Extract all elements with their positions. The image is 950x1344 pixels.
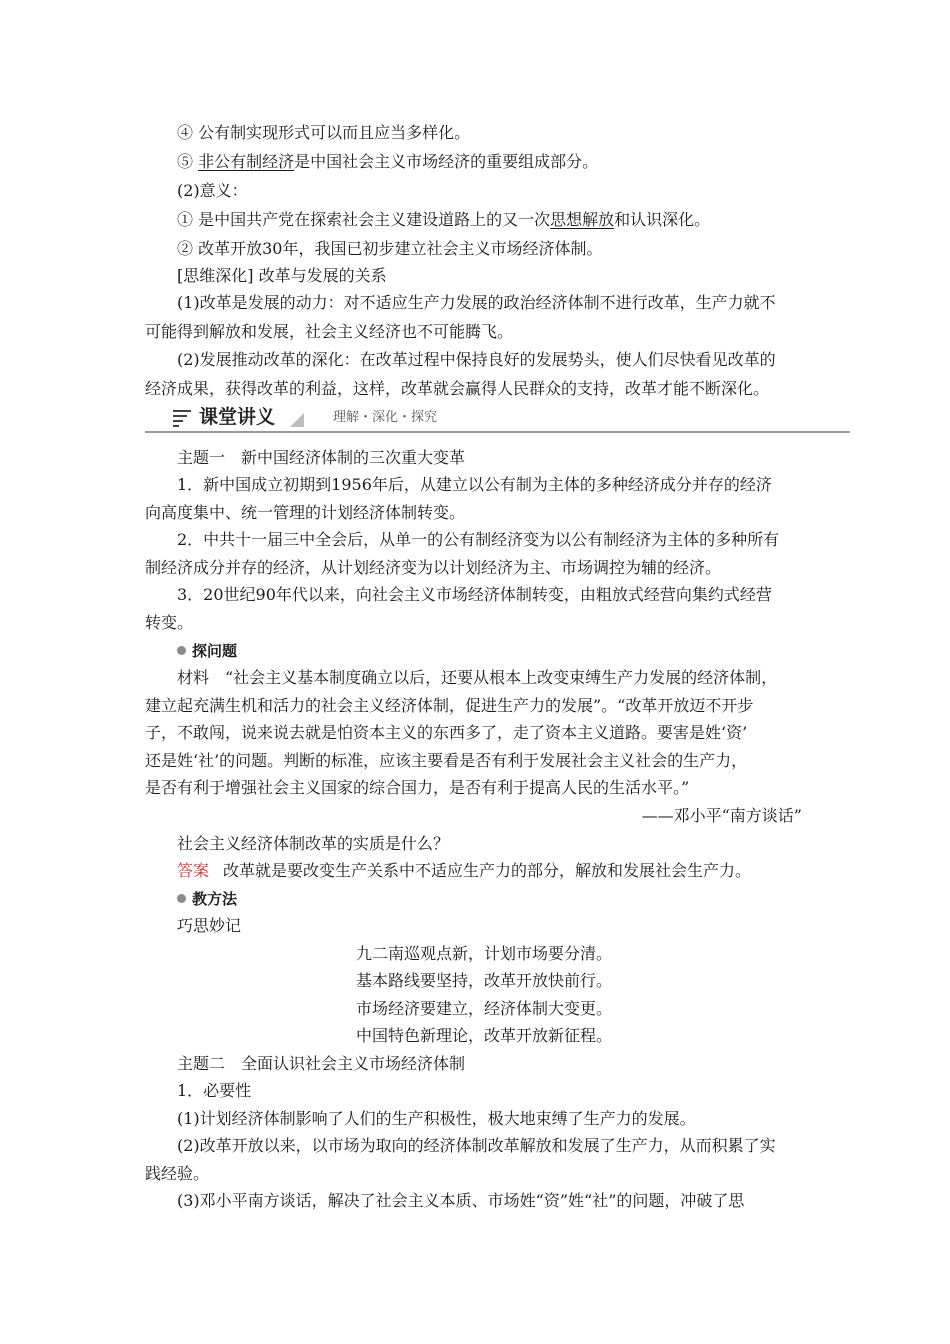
- paragraph-line: (2)改革开放以来，以市场为取向的经济体制改革解放和发展了生产力，从而积累了实: [177, 1136, 776, 1155]
- corner-triangle-icon: [290, 413, 304, 427]
- necessity-heading: 1．必要性: [177, 1081, 252, 1100]
- paragraph-line: 经济成果，获得改革的利益，这样，改革就会赢得人民群众的支持，改革才能不断深化。: [145, 379, 770, 398]
- paragraph-line: 制经济成分并存的经济，从计划经济变为以计划经济为主、市场调控为辅的经济。: [145, 558, 722, 577]
- poem-line: 市场经济要建立，经济体制大变更。: [356, 999, 613, 1018]
- significance-heading: (2)意义：: [177, 181, 248, 200]
- significance-item-1: [177, 210, 842, 230]
- banner-subtitle: 理解・深化・探究: [333, 410, 438, 425]
- quote-attribution: ——邓小平“南方谈话”: [641, 806, 802, 825]
- paragraph-line: 向高度集中、统一管理的计划经济体制转变。: [145, 503, 466, 522]
- underlined-term: 思想解放: [550, 210, 615, 229]
- paragraph-line: 3．20世纪90年代以来，向社会主义市场经济体制转变，由粗放式经营向集约式经营: [177, 585, 772, 604]
- section-banner: [145, 405, 850, 433]
- mnemonic-title: 巧思妙记: [177, 916, 242, 935]
- paragraph-line: 转变。: [145, 613, 194, 632]
- question-text: 社会主义经济体制改革的实质是什么？: [177, 834, 450, 853]
- answer-label: 答案: [177, 861, 210, 880]
- paragraph-line: (2)发展推动改革的深化：在改革过程中保持良好的发展势头，使人们尽快看见改革的: [177, 350, 776, 369]
- paragraph-line: 1．新中国成立初期到1956年后，从建立以公有制为主体的多种经济成分并存的经济: [177, 475, 772, 494]
- bullet-dot-icon: [177, 646, 186, 655]
- material-line: 建立起充满生机和活力的社会主义经济体制，促进生产力的发展”。“改革开放迈不开步: [145, 696, 754, 715]
- material-line: 材料 “社会主义基本制度确立以后，还要从根本上改变束缚生产力发展的经济体制，: [177, 668, 778, 687]
- list-item-5-marker: ⑤: [177, 152, 199, 171]
- significance-item-1-text: ① 是中国共产党在探索社会主义建设道路上的又一次: [177, 210, 551, 229]
- poem-line: 基本路线要坚持，改革开放快前行。: [356, 971, 613, 990]
- topic-heading: 主题一 新中国经济体制的三次重大变革: [177, 448, 466, 467]
- banner-divider: [145, 431, 850, 433]
- poem-line: 九二南巡观点新，计划市场要分清。: [356, 944, 613, 963]
- banner-title: 课堂讲义: [199, 406, 276, 428]
- poem-line: 中国特色新理论，改革开放新征程。: [356, 1026, 613, 1045]
- ask-question-label: 探问题: [192, 642, 238, 660]
- material-line: 还是姓‘社’的问题。判断的标准，应该主要看是否有利于发展社会主义社会的生产力，: [145, 751, 748, 770]
- answer-line: [177, 861, 842, 881]
- material-line: 是否有利于增强社会主义国家的综合国力，是否有利于提高人民的生活水平。”: [145, 778, 690, 797]
- teaching-method-label: 教方法: [192, 890, 238, 908]
- teaching-method-heading: [177, 889, 842, 909]
- bullet-dot-icon: [177, 894, 186, 903]
- paragraph-line: (1)改革是发展的动力：对不适应生产力发展的政治经济体制不进行改革，生产力就不: [177, 293, 776, 312]
- significance-item-1-tail: 和认识深化。: [614, 210, 711, 229]
- significance-item-2: ② 改革开放30年，我国已初步建立社会主义市场经济体制。: [177, 239, 603, 258]
- paragraph-line: (1)计划经济体制影响了人们的生产积极性，极大地束缚了生产力的发展。: [177, 1109, 696, 1128]
- ask-question-heading: [177, 641, 842, 661]
- answer-text: 改革就是要改变生产关系中不适应生产力的部分，解放和发展社会生产力。: [223, 861, 752, 880]
- list-item-5: [177, 152, 842, 172]
- paragraph-line: (3)邓小平南方谈话，解决了社会主义本质、市场姓“资”姓“社”的问题，冲破了思: [177, 1191, 745, 1210]
- list-item-4: ④ 公有制实现形式可以而且应当多样化。: [177, 123, 471, 142]
- paragraph-line: 践经验。: [145, 1164, 210, 1183]
- topic-heading: 主题二 全面认识社会主义市场经济体制: [177, 1054, 466, 1073]
- paragraph-line: 2．中共十一届三中全会后，从单一的公有制经济变为以公有制经济为主体的多种所有: [177, 530, 780, 549]
- thinking-deepening-heading: [思维深化] 改革与发展的关系: [177, 266, 387, 285]
- underlined-term: 非公有制经济: [198, 152, 295, 171]
- list-item-5-text: 是中国社会主义市场经济的重要组成部分。: [294, 152, 599, 171]
- paragraph-line: 可能得到解放和发展，社会主义经济也不可能腾飞。: [145, 322, 514, 341]
- material-line: 子，不敢闯，说来说去就是怕资本主义的东西多了，走了资本主义道路。要害是姓‘资’: [145, 723, 748, 742]
- stripes-icon: [173, 409, 191, 427]
